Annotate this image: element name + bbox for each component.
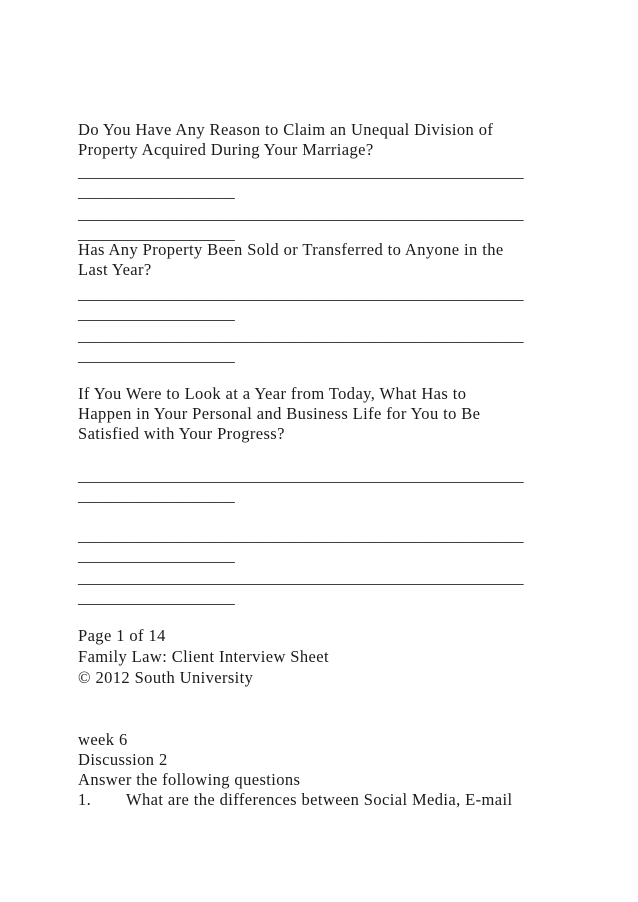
question-year-from-today-line2: Happen in Your Personal and Business Life for You to Be <box>78 404 481 423</box>
answer-blank-line: ___________________ <box>78 182 235 201</box>
footer-copyright: © 2012 South University <box>78 668 254 687</box>
answer-blank-line: ______________________________________________________ <box>78 526 524 545</box>
footer-page-number: Page 1 of 14 <box>78 626 166 645</box>
answer-blank-line: ___________________ <box>78 346 235 365</box>
answer-blank-line: ______________________________________________________ <box>78 204 524 223</box>
discussion-label: Discussion 2 <box>78 750 168 769</box>
instructions-text: Answer the following questions <box>78 770 301 789</box>
question-property-sold-line1: Has Any Property Been Sold or Transferred to Anyone in the <box>78 240 504 259</box>
answer-blank-line: ______________________________________________________ <box>78 326 524 345</box>
week-label: week 6 <box>78 730 128 749</box>
question-unequal-division-line1: Do You Have Any Reason to Claim an Unequal Division of <box>78 120 494 139</box>
answer-blank-line: ___________________ <box>78 546 235 565</box>
question-year-from-today-line1: If You Were to Look at a Year from Today, What Has to <box>78 384 467 403</box>
answer-blank-line: ___________________ <box>78 588 235 607</box>
footer-document-title: Family Law: Client Interview Sheet <box>78 647 329 666</box>
answer-blank-line: ___________________ <box>78 486 235 505</box>
question-unequal-division-line2: Property Acquired During Your Marriage? <box>78 140 374 159</box>
question-property-sold-line2: Last Year? <box>78 260 152 279</box>
answer-blank-line: ______________________________________________________ <box>78 284 524 303</box>
list-item-number: 1. <box>78 790 92 809</box>
answer-blank-line: ______________________________________________________ <box>78 162 524 181</box>
answer-blank-line: ______________________________________________________ <box>78 568 524 587</box>
answer-blank-line: ___________________ <box>78 304 235 323</box>
answer-blank-line: ___________________ <box>78 224 235 243</box>
list-item <box>78 790 578 810</box>
answer-blank-line: ______________________________________________________ <box>78 466 524 485</box>
list-item-text: What are the differences between Social Media, E-mail <box>126 790 513 809</box>
question-year-from-today-line3: Satisfied with Your Progress? <box>78 424 285 443</box>
